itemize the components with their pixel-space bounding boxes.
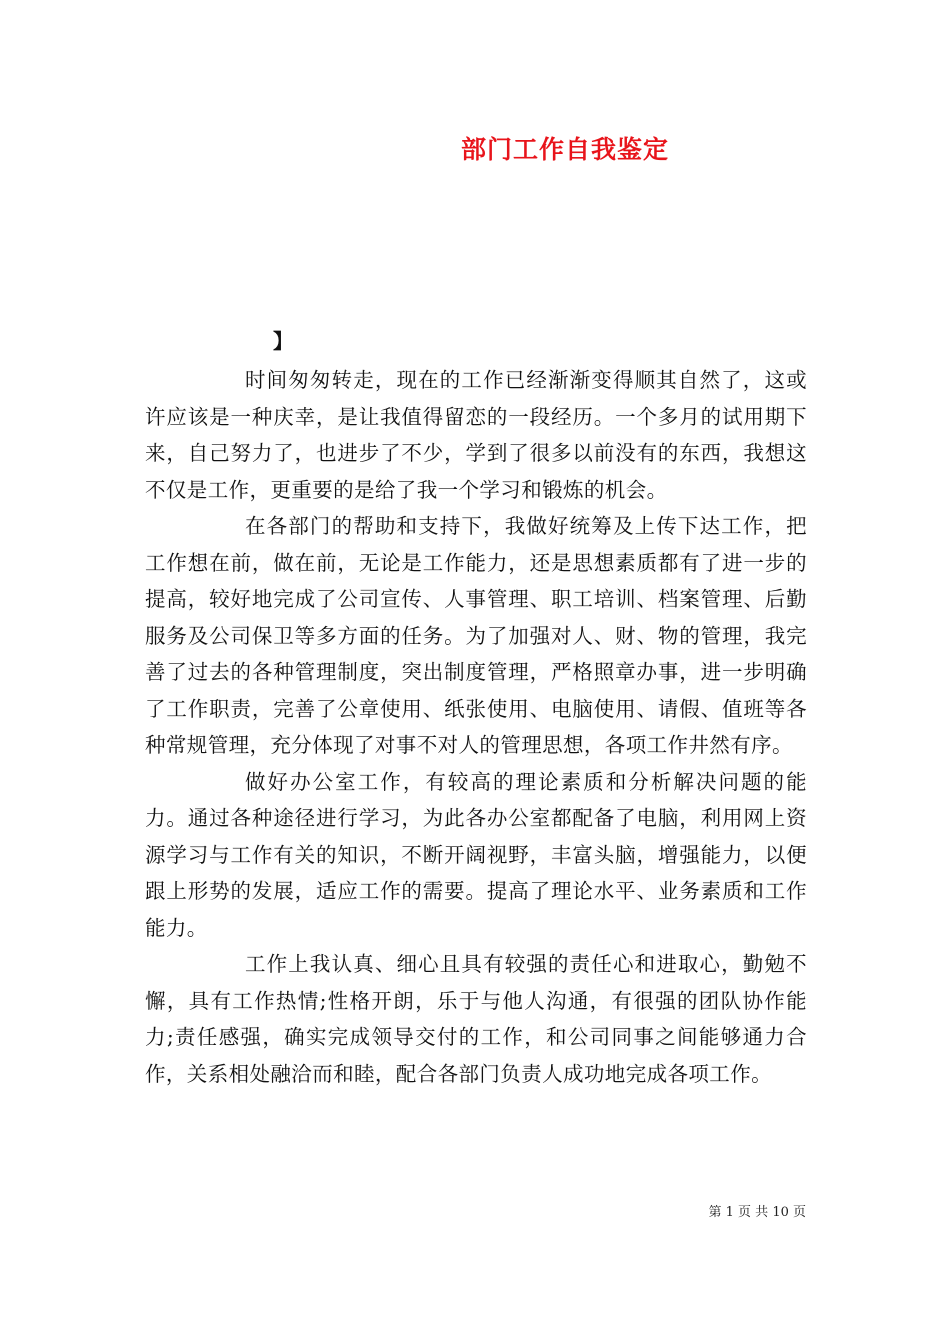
document-title: 部门工作自我鉴定 — [460, 135, 669, 164]
paragraph-3: 做好办公室工作，有较高的理论素质和分析解决问题的能力。通过各种途径进行学习，为此各办公室都配备了电脑，利用网上资源学习与工作有关的知识，不断开阔视野，丰富头脑，增强能力，以便跟上形势的发展，适应工作的需要。提高了理论水平、业务素质和工作能力。 — [145, 769, 807, 940]
bracket-mark: 】 — [273, 329, 293, 353]
paragraph-2: 在各部门的帮助和支持下，我做好统筹及上传下达工作，把工作想在前，做在前，无论是工作能力，还是思想素质都有了进一步的提高，较好地完成了公司宣传、人事管理、职工培训、档案管理、后勤服务及公司保卫等多方面的任务。为了加强对人、财、物的管理，我完善了过去的各种管理制度，突出制度管理，严格照章办事，进一步明确了工作职责，完善了公章使用、纸张使用、电脑使用、请假、值班等各种常规管理，充分体现了对事不对人的管理思想，各项工作井然有序。 — [145, 514, 807, 757]
page-number-footer: 第 1 页 共 10 页 — [708, 1205, 806, 1220]
document-body — [145, 362, 807, 1092]
paragraph-4: 工作上我认真、细心且具有较强的责任心和进取心，勤勉不懈，具有工作热情;性格开朗，乐于与他人沟通，有很强的团队协作能力;责任感强，确实完成领导交付的工作，和公司同事之间能够通力合作，关系相处融洽而和睦，配合各部门负责人成功地完成各项工作。 — [145, 952, 807, 1086]
paragraph-1: 时间匆匆转走，现在的工作已经渐渐变得顺其自然了，这或许应该是一种庆幸，是让我值得留恋的一段经历。一个多月的试用期下来，自己努力了，也进步了不少，学到了很多以前没有的东西，我想这不仅是工作，更重要的是给了我一个学习和锻炼的机会。 — [145, 368, 807, 502]
